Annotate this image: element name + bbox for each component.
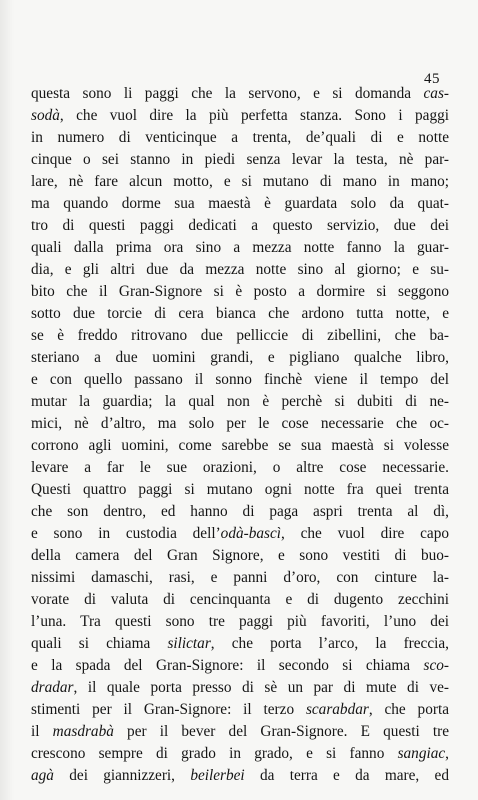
italic-term: odà-bascì [220,525,282,542]
text-segment: tro di questi paggi dedicati a questo servizio, due dei [31,217,449,234]
text-segment: cinque o sei stanno in piedi senza levar la testa, nè par- [31,151,449,168]
text-segment: stimenti per il Gran-Signore: il terzo [31,701,306,718]
italic-term: scarabdar [305,701,369,718]
text-segment: dia, e gli altri due da mezza notte sino al giorno; e su- [31,261,449,278]
italic-term: sodà [31,107,60,124]
italic-term: dradar [31,679,74,696]
text-segment: , che vuol dire capo [281,525,449,542]
text-segment: e la spada del Gran-Signore: il secondo si chiama [31,657,424,674]
text-segment: da terra e da mare, ed [244,767,449,784]
italic-term: sco- [423,657,449,674]
text-line [31,413,449,435]
text-line [31,215,449,237]
text-line [31,347,449,369]
text-line [31,765,449,787]
text-line [31,281,449,303]
italic-term: agà [31,767,54,784]
text-line [31,435,449,457]
text-segment: , il quale porta presso di sè un par di mute di ve- [73,679,449,696]
text-line [31,479,449,501]
text-line [31,677,449,699]
italic-term: masdrabà [52,723,114,740]
text-line [31,127,449,149]
text-segment: corrono agli uomini, come sarebbe se sua maestà si volesse [31,437,449,454]
text-segment: nissimi damaschi, rasi, e panni d’oro, con cinture la- [31,569,449,586]
text-segment: crescono sempre di grado in grado, e si fanno [31,745,398,762]
text-line [31,193,449,215]
text-line [31,303,449,325]
text-line [31,149,449,171]
text-segment: levare a far le sue orazioni, o altre cose necessarie. [31,459,449,476]
text-line [31,105,449,127]
text-segment: il [31,723,53,740]
text-segment: lare, nè fare alcun motto, e si mutano di mano in mano; [31,173,449,190]
text-line [31,611,449,633]
text-line [31,237,449,259]
text-line [31,523,449,545]
text-line [31,369,449,391]
text-segment: , che vuol dire la più perfetta stanza. Sono i paggi [59,107,449,124]
text-segment: bito che il Gran-Signore si è posto a dormire si seggono [31,283,449,300]
text-line [31,545,449,567]
text-segment: , [445,745,449,762]
text-line [31,633,449,655]
text-segment: sotto due torcie di cera bianca che ardono tutta notte, e [31,305,449,322]
italic-term: silictar [167,635,211,652]
text-line [31,589,449,611]
text-segment: quali si chiama [31,635,168,652]
text-segment: , che porta [368,701,449,718]
text-line [31,699,449,721]
text-segment: mici, nè d’altro, ma solo per le cose necessarie che oc- [31,415,449,432]
text-segment: e sono in custodia dell’ [31,525,221,542]
text-segment: della camera del Gran Signore, e sono vestiti di buo- [31,547,449,564]
page-number: 45 [424,71,440,87]
text-segment: , che porta l’arco, la freccia, [210,635,449,652]
text-segment: e con quello passano il sonno finchè viene il tempo del [31,371,449,388]
italic-term: beilerbei [190,767,245,784]
italic-term: cas- [423,85,449,102]
italic-term: sangiac [397,745,446,762]
text-line [31,501,449,523]
text-line [31,567,449,589]
text-line [31,83,449,105]
text-segment: l’una. Tra questi sono tre paggi più favoriti, l’uno dei [31,613,449,630]
text-line [31,171,449,193]
text-segment: quali dalla prima ora sino a mezza notte fanno la guar- [31,239,449,256]
body-text [31,83,449,787]
text-segment: questa sono li paggi che la servono, e si domanda [31,85,424,102]
text-line [31,391,449,413]
text-segment: vorate di valuta di cencinquanta e di dugento zecchini [31,591,449,608]
text-segment: dei giannizzeri, [53,767,191,784]
text-segment: Questi quattro paggi si mutano ogni notte fra quei trenta [31,481,449,498]
text-line [31,721,449,743]
text-segment: che son dentro, ed hanno di paga aspri trenta al dì, [31,503,449,520]
text-segment: per il bever del Gran-Signore. E questi tre [113,723,449,740]
text-segment: se è freddo ritrovano due pelliccie di zibellini, che ba- [31,327,449,344]
text-segment: ma quando dorme sua maestà è guardata solo da quat- [31,195,449,212]
text-line [31,655,449,677]
text-line [31,325,449,347]
text-line [31,743,449,765]
text-line [31,457,449,479]
text-segment: mutar la guardia; la qual non è perchè si dubiti di ne- [31,393,449,410]
text-segment: in numero di venticinque a trenta, de’quali di e notte [31,129,449,146]
text-line [31,259,449,281]
text-segment: steriano a due uomini grandi, e pigliano qualche libro, [31,349,449,366]
